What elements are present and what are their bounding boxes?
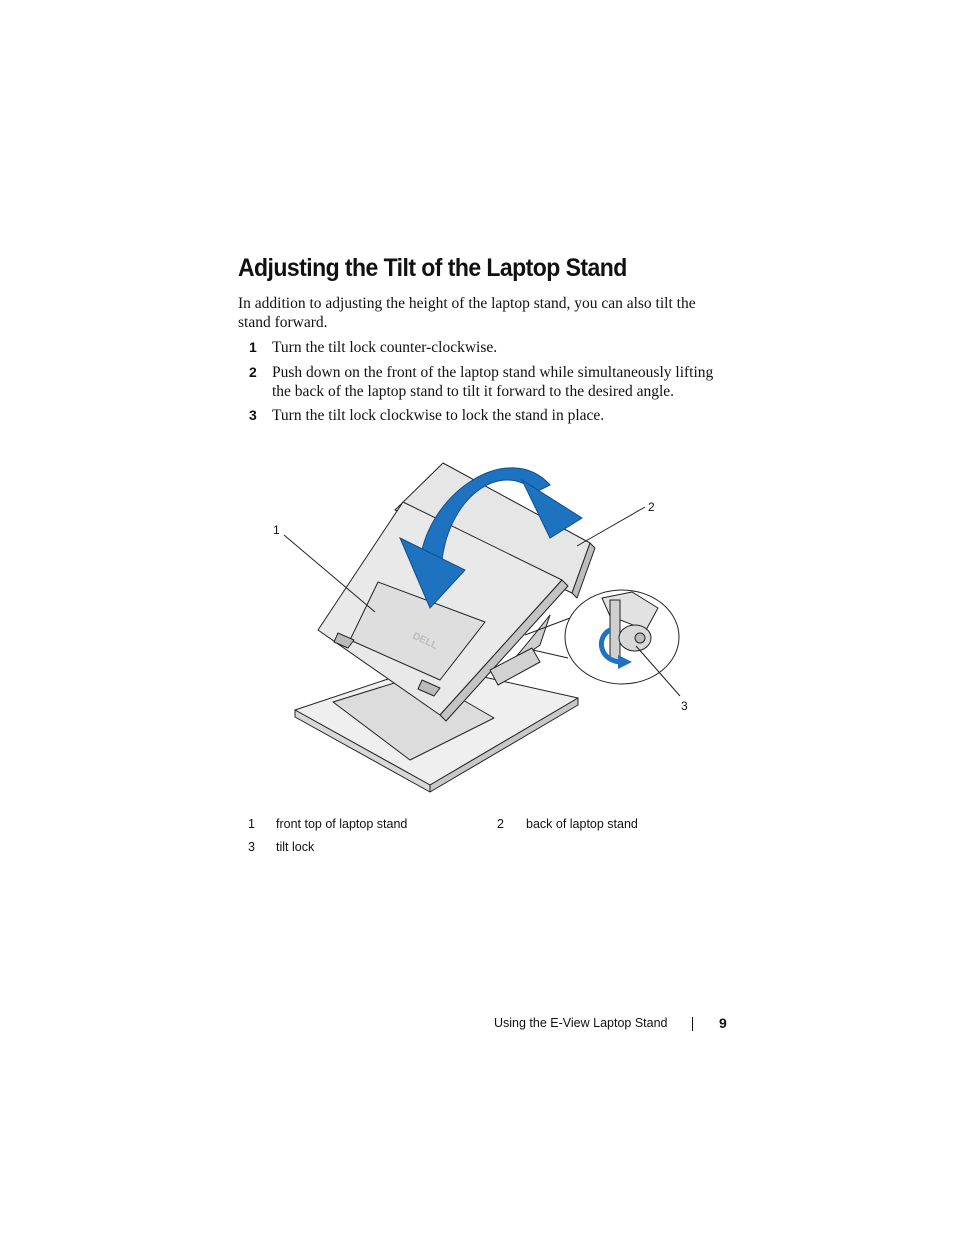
callout-3: 3: [681, 699, 688, 713]
inset-leader-bottom: [533, 650, 568, 658]
step-text: Turn the tilt lock clockwise to lock the stand in place.: [272, 407, 605, 424]
step-number: 1: [249, 339, 257, 355]
callout-1: 1: [273, 523, 280, 537]
tilt-lock-center: [635, 633, 645, 643]
page-number: 9: [719, 1015, 727, 1031]
step-2-line-1: Push down on the front of the laptop stand while simultaneously lifting: [272, 364, 714, 381]
step-number: 3: [249, 407, 257, 423]
inset-post: [610, 600, 620, 660]
laptop-stand-illustration: [250, 440, 710, 810]
intro-line-2: stand forward.: [238, 314, 328, 331]
legend-label-3: tilt lock: [276, 840, 315, 854]
dell-logo: DELL: [410, 630, 440, 652]
legend-number-1: 1: [248, 817, 255, 831]
intro-paragraph: [238, 294, 738, 332]
step-2-line-2: the back of the laptop stand to tilt it forward to the desired angle.: [272, 383, 675, 400]
legend-label-1: front top of laptop stand: [276, 817, 408, 831]
intro-line-1: In addition to adjusting the height of the laptop stand, you can also tilt the: [238, 295, 696, 312]
page-heading: Adjusting the Tilt of the Laptop Stand: [238, 254, 627, 282]
step-text: Turn the tilt lock counter-clockwise.: [272, 339, 498, 356]
callout-2: 2: [648, 500, 655, 514]
legend-label-2: back of laptop stand: [526, 817, 638, 831]
legend-number-2: 2: [497, 817, 504, 831]
callout-2-leader: [577, 507, 645, 546]
step-text: [272, 363, 732, 401]
legend-number-3: 3: [248, 840, 255, 854]
footer-section-title: Using the E-View Laptop Stand: [494, 1016, 668, 1030]
footer-divider: [692, 1017, 693, 1031]
step-number: 2: [249, 364, 257, 380]
